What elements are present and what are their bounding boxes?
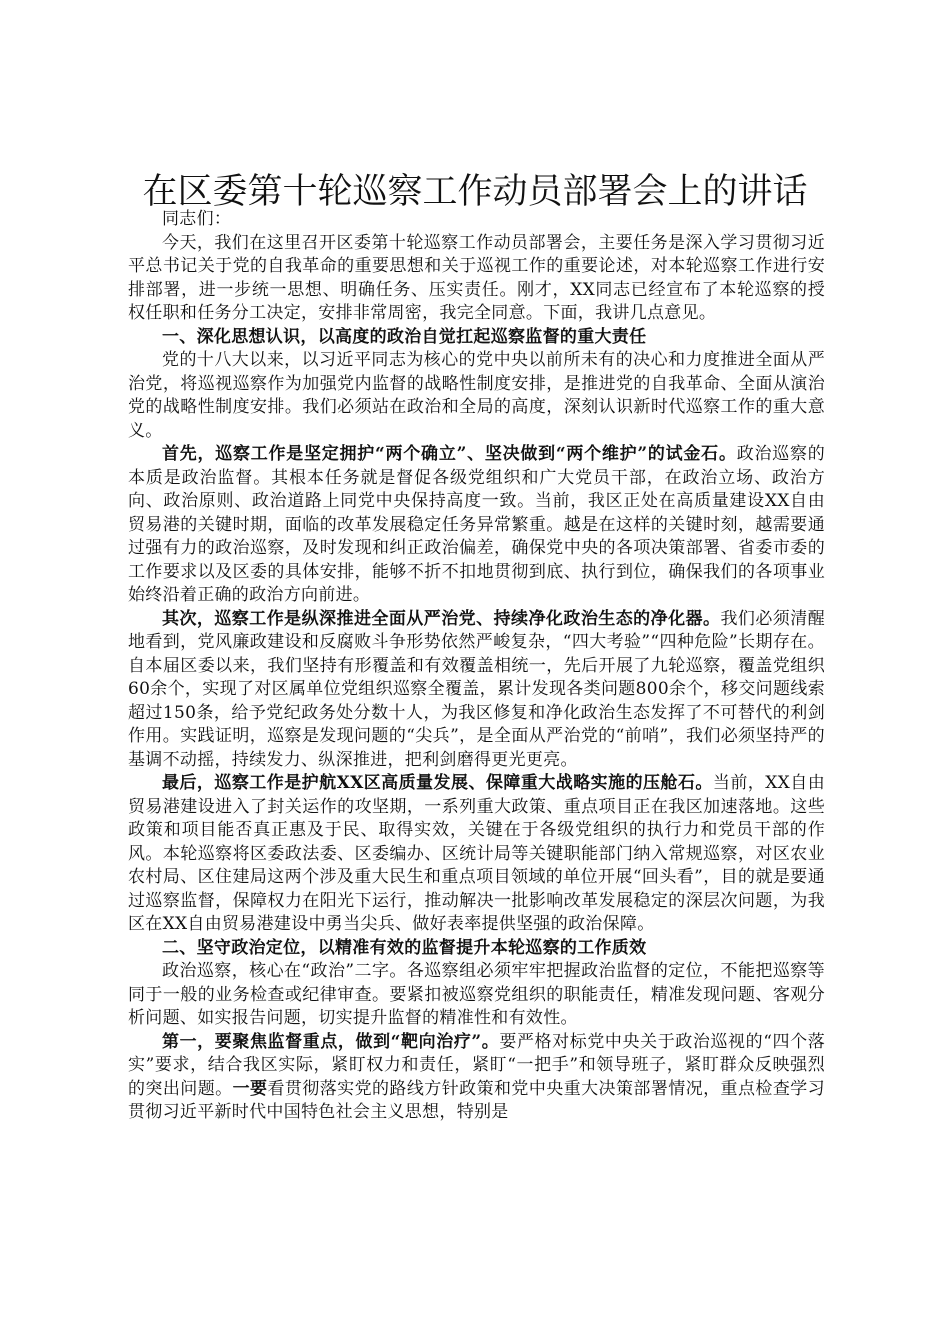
- intro-paragraph: 今天，我们在这里召开区委第十轮巡察工作动员部署会，主要任务是深入学习贯彻习近平总书记关于党的自我革命的重要思想和关于巡视工作的重要论述，对本轮巡察工作进行安排部署，进一步统一思想、明确任务、压实责任。刚才，XX同志已经宣布了本轮巡察的授权任职和任务分工决定，安排非常周密，我完全同意。下面，我讲几点意见。: [128, 232, 825, 323]
- section1-heading: 一、深化思想认识，以高度的政治自觉扛起巡察监督的重大责任: [162, 326, 647, 347]
- greeting: 同志们：: [162, 209, 232, 229]
- section1-point2: [128, 608, 825, 773]
- section1-point3-text: 当前，XX自由贸易港建设进入了封关运作的攻坚期，一系列重大政策、重点项目正在我区加速落地。这些政策和项目能否真正惠及于民、取得实效，关键在于各级党组织的执行力和党员干部的作风。本轮巡察将区委政法委、区委编办、区统计局等关键职能部门纳入常规巡察，对区农业农村局、区住建局这两个涉及重大民生和重点项目领域的单位开展“回头看”，目的就是要通过巡察监督，保障权力在阳光下运行，推动解决一批影响改革发展稳定的深层次问题，为我区在XX自由贸易港建设中勇当尖兵、做好表率提供坚强的政治保障。: [128, 773, 825, 934]
- section1-point3: [128, 772, 825, 937]
- section2-point1-text-b: 看贯彻落实党的路线方针政策和党中央重大决策部署情况，重点检查学习贯彻习近平新时代中国特色社会主义思想，特别是: [128, 1078, 825, 1122]
- section2-point1-text-a: 要严格对标党中央关于政治巡视的“四个落实”要求，结合我区实际，紧盯权力和责任，紧盯“一把手”和领导班子，紧盯群众反映强烈的突出问题。: [128, 1031, 825, 1099]
- section1-point2-bold: 其次，巡察工作是纵深推进全面从严治党、持续净化政治生态的净化器。: [162, 608, 721, 629]
- section2-heading: 二、坚守政治定位，以精准有效的监督提升本轮巡察的工作质效: [162, 937, 647, 958]
- section1-point2-text: 我们必须清醒地看到，党风廉政建设和反腐败斗争形势依然严峻复杂，“四大考验”“四种危险”长期存在。自本届区委以来，我们坚持有形覆盖和有效覆盖相统一，先后开展了九轮巡察，覆盖党组织60余个，实现了对区属单位党组织巡察全覆盖，累计发现各类问题800余个，移交问题线索超过150条，给予党纪政务处分数十人，为我区修复和净化政治生态发挥了不可替代的利剑作用。实践证明，巡察是发现问题的“尖兵”，是全面从严治党的“前哨”，我们必须坚持严的基调不动摇，持续发力、纵深推进，把利剑磨得更光更亮。: [128, 608, 825, 770]
- section1-lead: 党的十八大以来，以习近平同志为核心的党中央以前所未有的决心和力度推进全面从严治党，将巡视巡察作为加强党内监督的战略性制度安排，是推进党的自我革命、全面从演治党的战略性制度安排。我们必须站在政治和全局的高度，深刻认识新时代巡察工作的重大意义。: [128, 350, 825, 441]
- section1-point1-text: 政治巡察的本质是政治监督。其根本任务就是督促各级党组织和广大党员干部，在政治立场、政治方向、政治原则、政治道路上同党中央保持高度一致。当前，我区正处在高质量建设XX自由贸易港的关键时期，面临的改革发展稳定任务异常繁重。越是在这样的关键时刻，越需要通过强有力的政治巡察，及时发现和纠正政治偏差，确保党中央的各项决策部署、省委市委的工作要求以及区委的具体安排，能够不折不扣地贯彻到底、执行到位，确保我们的各项事业始终沿着正确的政治方向前进。: [128, 444, 826, 605]
- section1-point1-bold: 首先，巡察工作是坚定拥护“两个确立”、坚决做到“两个维护”的试金石。: [162, 444, 737, 464]
- section2-point1-bold: 第一，要聚焦监督重点，做到“靶向治疗”。: [162, 1031, 500, 1052]
- section2-point1: [128, 1031, 825, 1125]
- section1-point3-bold: 最后，巡察工作是护航XX区高质量发展、保障重大战略实施的压舱石。: [162, 773, 713, 793]
- section2-lead: 政治巡察，核心在“政治”二字。各巡察组必须牢牢把握政治监督的定位，不能把巡察等同于一般的业务检查或纪律审查。要紧扣被巡察党组织的职能责任，精准发现问题、客观分析问题、如实报告问题，切实提升监督的精准性和有效性。: [128, 961, 825, 1028]
- document-title: 在区委第十轮巡察工作动员部署会上的讲话: [142, 172, 808, 212]
- section1-point1: [128, 443, 825, 608]
- section2-point1-bold-b: 一要: [232, 1078, 268, 1099]
- document-body: [128, 208, 825, 1125]
